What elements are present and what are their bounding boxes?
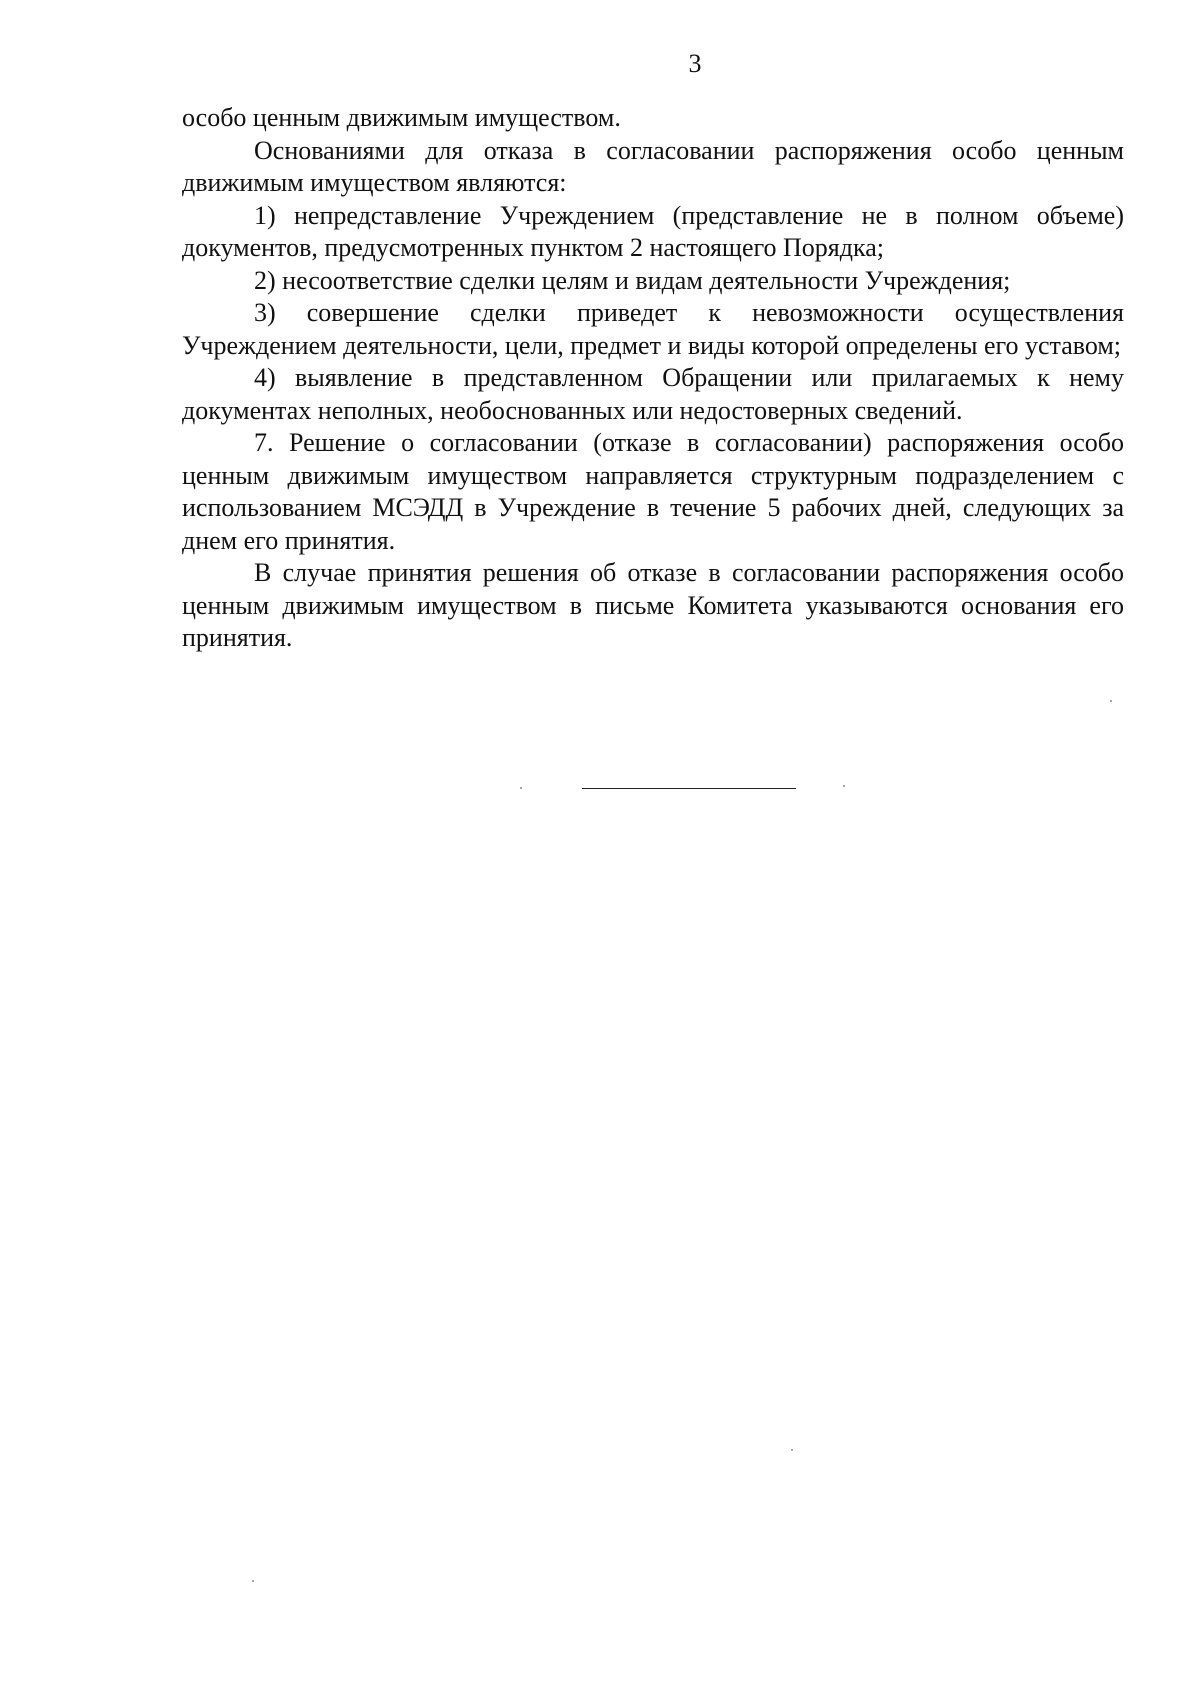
scan-speck — [252, 1580, 254, 1582]
paragraph-ground-3: 3) совершение сделки приведет к невозможности осуществления Учреждением деятельности, цели, предмет и виды которой определены его уставом; — [182, 298, 1124, 360]
paragraph-refusal-letter: В случае принятия решения об отказе в согласовании распоряжения особо ценным движимым имуществом в письме Комитета указываются основания его принятия. — [182, 558, 1124, 652]
paragraph-continuation: особо ценным движимым имуществом. — [182, 103, 621, 132]
scan-speck — [520, 787, 522, 789]
document-body — [182, 102, 1124, 655]
paragraph-ground-2: 2) несоответствие сделки целям и видам деятельности Учреждения; — [254, 265, 1011, 295]
paragraph-ground-4: 4) выявление в представленном Обращении или прилагаемых к нему документах неполных, необоснованных или недостоверных сведений. — [182, 363, 1124, 425]
scan-speck — [1110, 700, 1112, 702]
paragraph-ground-1: 1) непредставление Учреждением (представление не в полном объеме) документов, предусмотренных пунктом 2 настоящего Порядка; — [182, 200, 1124, 262]
scan-speck — [843, 785, 845, 787]
paragraph-refusal-grounds-intro: Основаниями для отказа в согласовании распоряжения особо ценным движимым имуществом являются: — [182, 135, 1124, 197]
end-separator-line — [582, 788, 796, 789]
scan-speck — [791, 1449, 793, 1451]
paragraph-item-7: 7. Решение о согласовании (отказе в согласовании) распоряжения особо ценным движимым имуществом направляется структурным подразделением с использованием МСЭДД в Учреждение в течение 5 рабочих дней, следующих за днем его принятия. — [182, 428, 1124, 555]
page-number: 3 — [688, 49, 702, 78]
